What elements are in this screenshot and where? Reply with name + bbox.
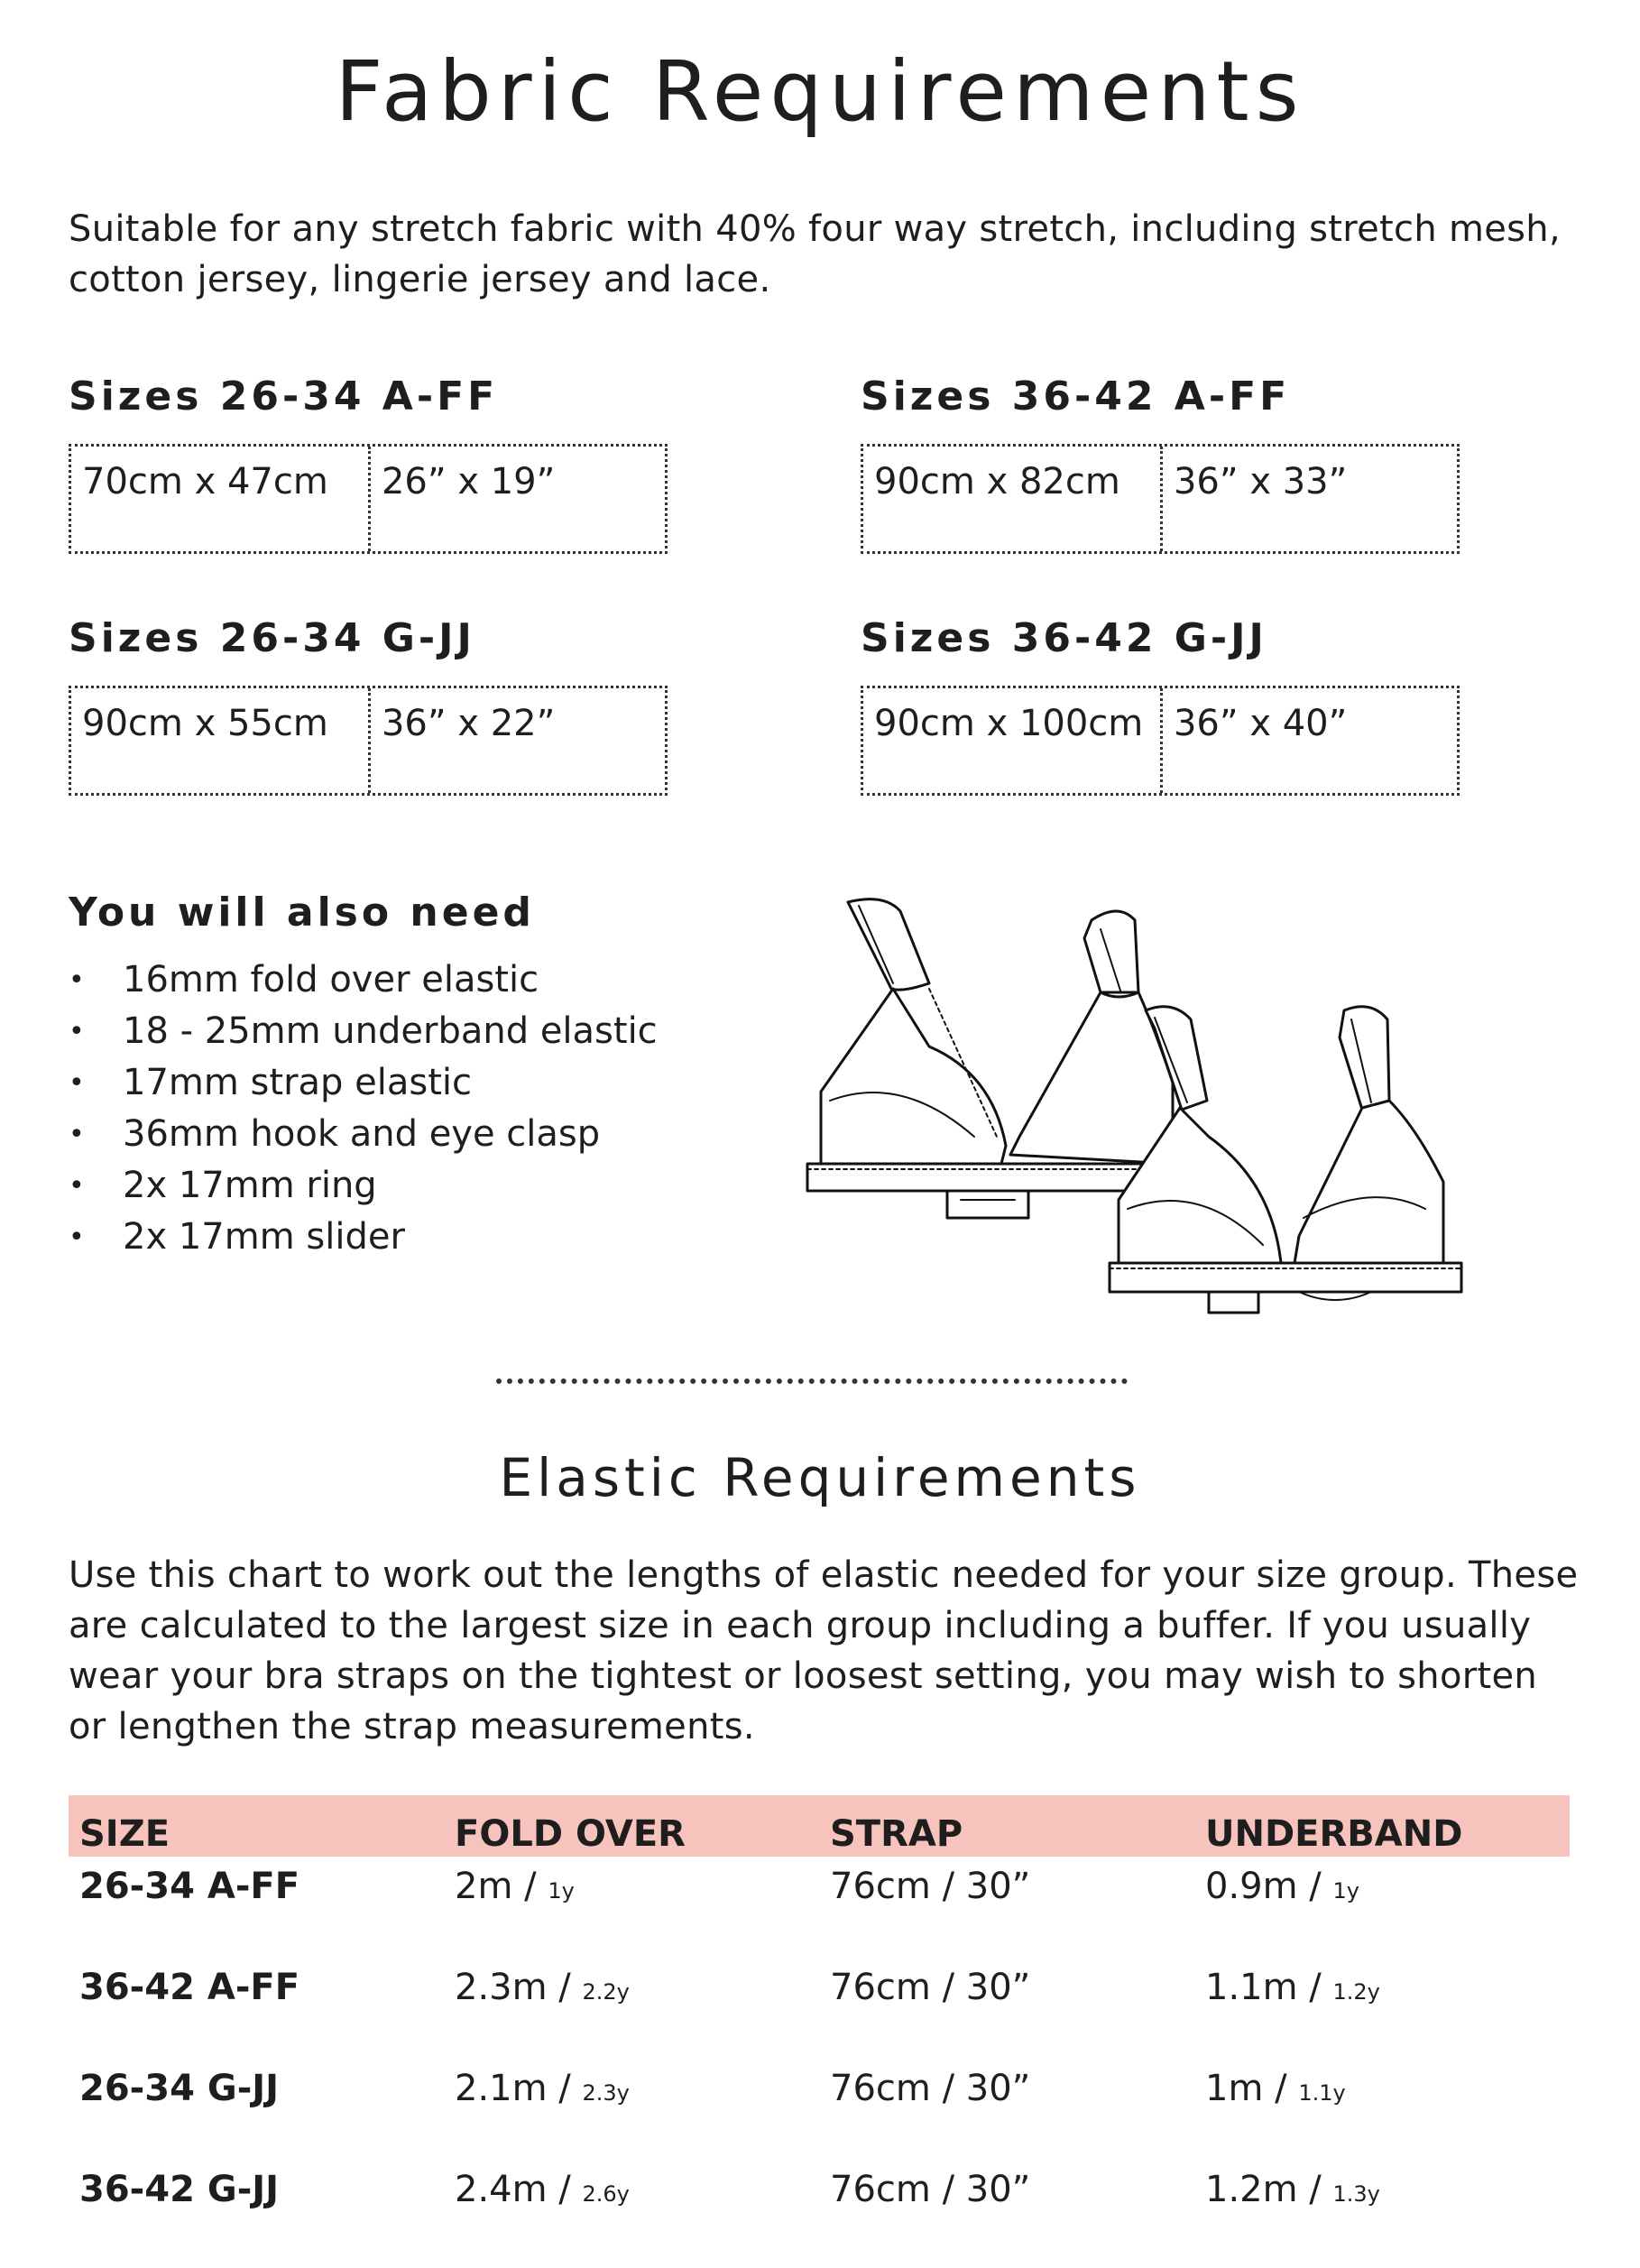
size-cell: 36-42 G-JJ (79, 2169, 280, 2210)
underband-cell: 0.9m / 1y (1205, 1866, 1359, 1907)
bullet-icon: • (69, 1067, 85, 1099)
fabric-metric: 90cm x 55cm (82, 703, 328, 744)
fabric-group-box (69, 444, 668, 554)
fabric-imperial: 36” x 40” (1160, 688, 1457, 793)
supply-label: 2x 17mm slider (123, 1216, 405, 1258)
bullet-icon: • (69, 1170, 85, 1202)
list-item (69, 1006, 658, 1057)
size-cell: 26-34 A-FF (79, 1866, 300, 1907)
column-header-size: SIZE (79, 1813, 170, 1855)
size-cell: 36-42 A-FF (79, 1967, 300, 2008)
page-title: Fabric Requirements (335, 43, 1305, 140)
bra-front-icon (1110, 1007, 1461, 1313)
fold-over-cell: 2.1m / 2.3y (455, 2068, 630, 2109)
list-item (69, 1057, 658, 1109)
strap-cell: 76cm / 30” (830, 2068, 1031, 2109)
bra-line-drawing-icon (794, 893, 1479, 1326)
list-item (69, 1109, 658, 1160)
supply-label: 2x 17mm ring (123, 1165, 377, 1206)
supply-label: 16mm fold over elastic (123, 959, 539, 1000)
fabric-group-box (69, 686, 668, 796)
fabric-metric: 90cm x 100cm (874, 703, 1144, 744)
fabric-metric: 90cm x 82cm (874, 461, 1120, 502)
fabric-group-heading: Sizes 36-42 A-FF (861, 373, 1291, 419)
underband-cell: 1.1m / 1.2y (1205, 1967, 1380, 2008)
fabric-imperial: 36” x 33” (1160, 447, 1457, 551)
list-item (69, 1160, 658, 1212)
size-cell: 26-34 G-JJ (79, 2068, 280, 2109)
elastic-table (69, 1795, 1570, 2261)
table-row (69, 1958, 1570, 2059)
column-header-underband: UNDERBAND (1205, 1813, 1463, 1855)
column-header-strap: STRAP (830, 1813, 963, 1855)
fabric-imperial: 26” x 19” (368, 447, 665, 551)
fabric-group-heading: Sizes 26-34 A-FF (69, 373, 499, 419)
fold-over-cell: 2m / 1y (455, 1866, 575, 1907)
bra-back-icon (807, 899, 1191, 1218)
list-item (69, 954, 658, 1006)
underband-cell: 1m / 1.1y (1205, 2068, 1346, 2109)
fold-over-cell: 2.4m / 2.6y (455, 2169, 630, 2210)
strap-cell: 76cm / 30” (830, 2169, 1031, 2210)
elastic-intro: Use this chart to work out the lengths of elastic needed for your size group. These are calculated to the largest size in each group including a buffer. If you usually wear your bra straps on the tightest or loosest setting, you may wish to shorten or lengthen the strap measurements. (69, 1554, 1579, 1747)
also-need-heading: You will also need (69, 890, 535, 936)
bullet-icon: • (69, 1222, 85, 1253)
bullet-icon: • (69, 964, 85, 996)
supply-label: 36mm hook and eye clasp (123, 1113, 601, 1155)
fold-over-cell: 2.3m / 2.2y (455, 1967, 630, 2008)
bullet-icon: • (69, 1119, 85, 1150)
fabric-group-heading: Sizes 26-34 G-JJ (69, 615, 475, 661)
fabric-group-box (861, 444, 1460, 554)
supply-label: 18 - 25mm underband elastic (123, 1010, 658, 1052)
bullet-icon: • (69, 1016, 85, 1047)
list-item (69, 1212, 658, 1263)
table-row (69, 1857, 1570, 1958)
fabric-group-heading: Sizes 36-42 G-JJ (861, 615, 1267, 661)
fabric-group-box (861, 686, 1460, 796)
fabric-intro: Suitable for any stretch fabric with 40% four way stretch, including stretch mesh, cotton jersey, lingerie jersey and lace. (69, 208, 1561, 300)
table-header (69, 1795, 1570, 1857)
table-row (69, 2059, 1570, 2160)
table-row (69, 2160, 1570, 2261)
section-divider (496, 1378, 1128, 1384)
fabric-imperial: 36” x 22” (368, 688, 665, 793)
strap-cell: 76cm / 30” (830, 1866, 1031, 1907)
column-header-fold-over: FOLD OVER (455, 1813, 686, 1855)
fabric-metric: 70cm x 47cm (82, 461, 328, 502)
strap-cell: 76cm / 30” (830, 1967, 1031, 2008)
supplies-list (69, 954, 658, 1263)
supply-label: 17mm strap elastic (123, 1062, 472, 1103)
underband-cell: 1.2m / 1.3y (1205, 2169, 1380, 2210)
elastic-title: Elastic Requirements (499, 1447, 1141, 1508)
